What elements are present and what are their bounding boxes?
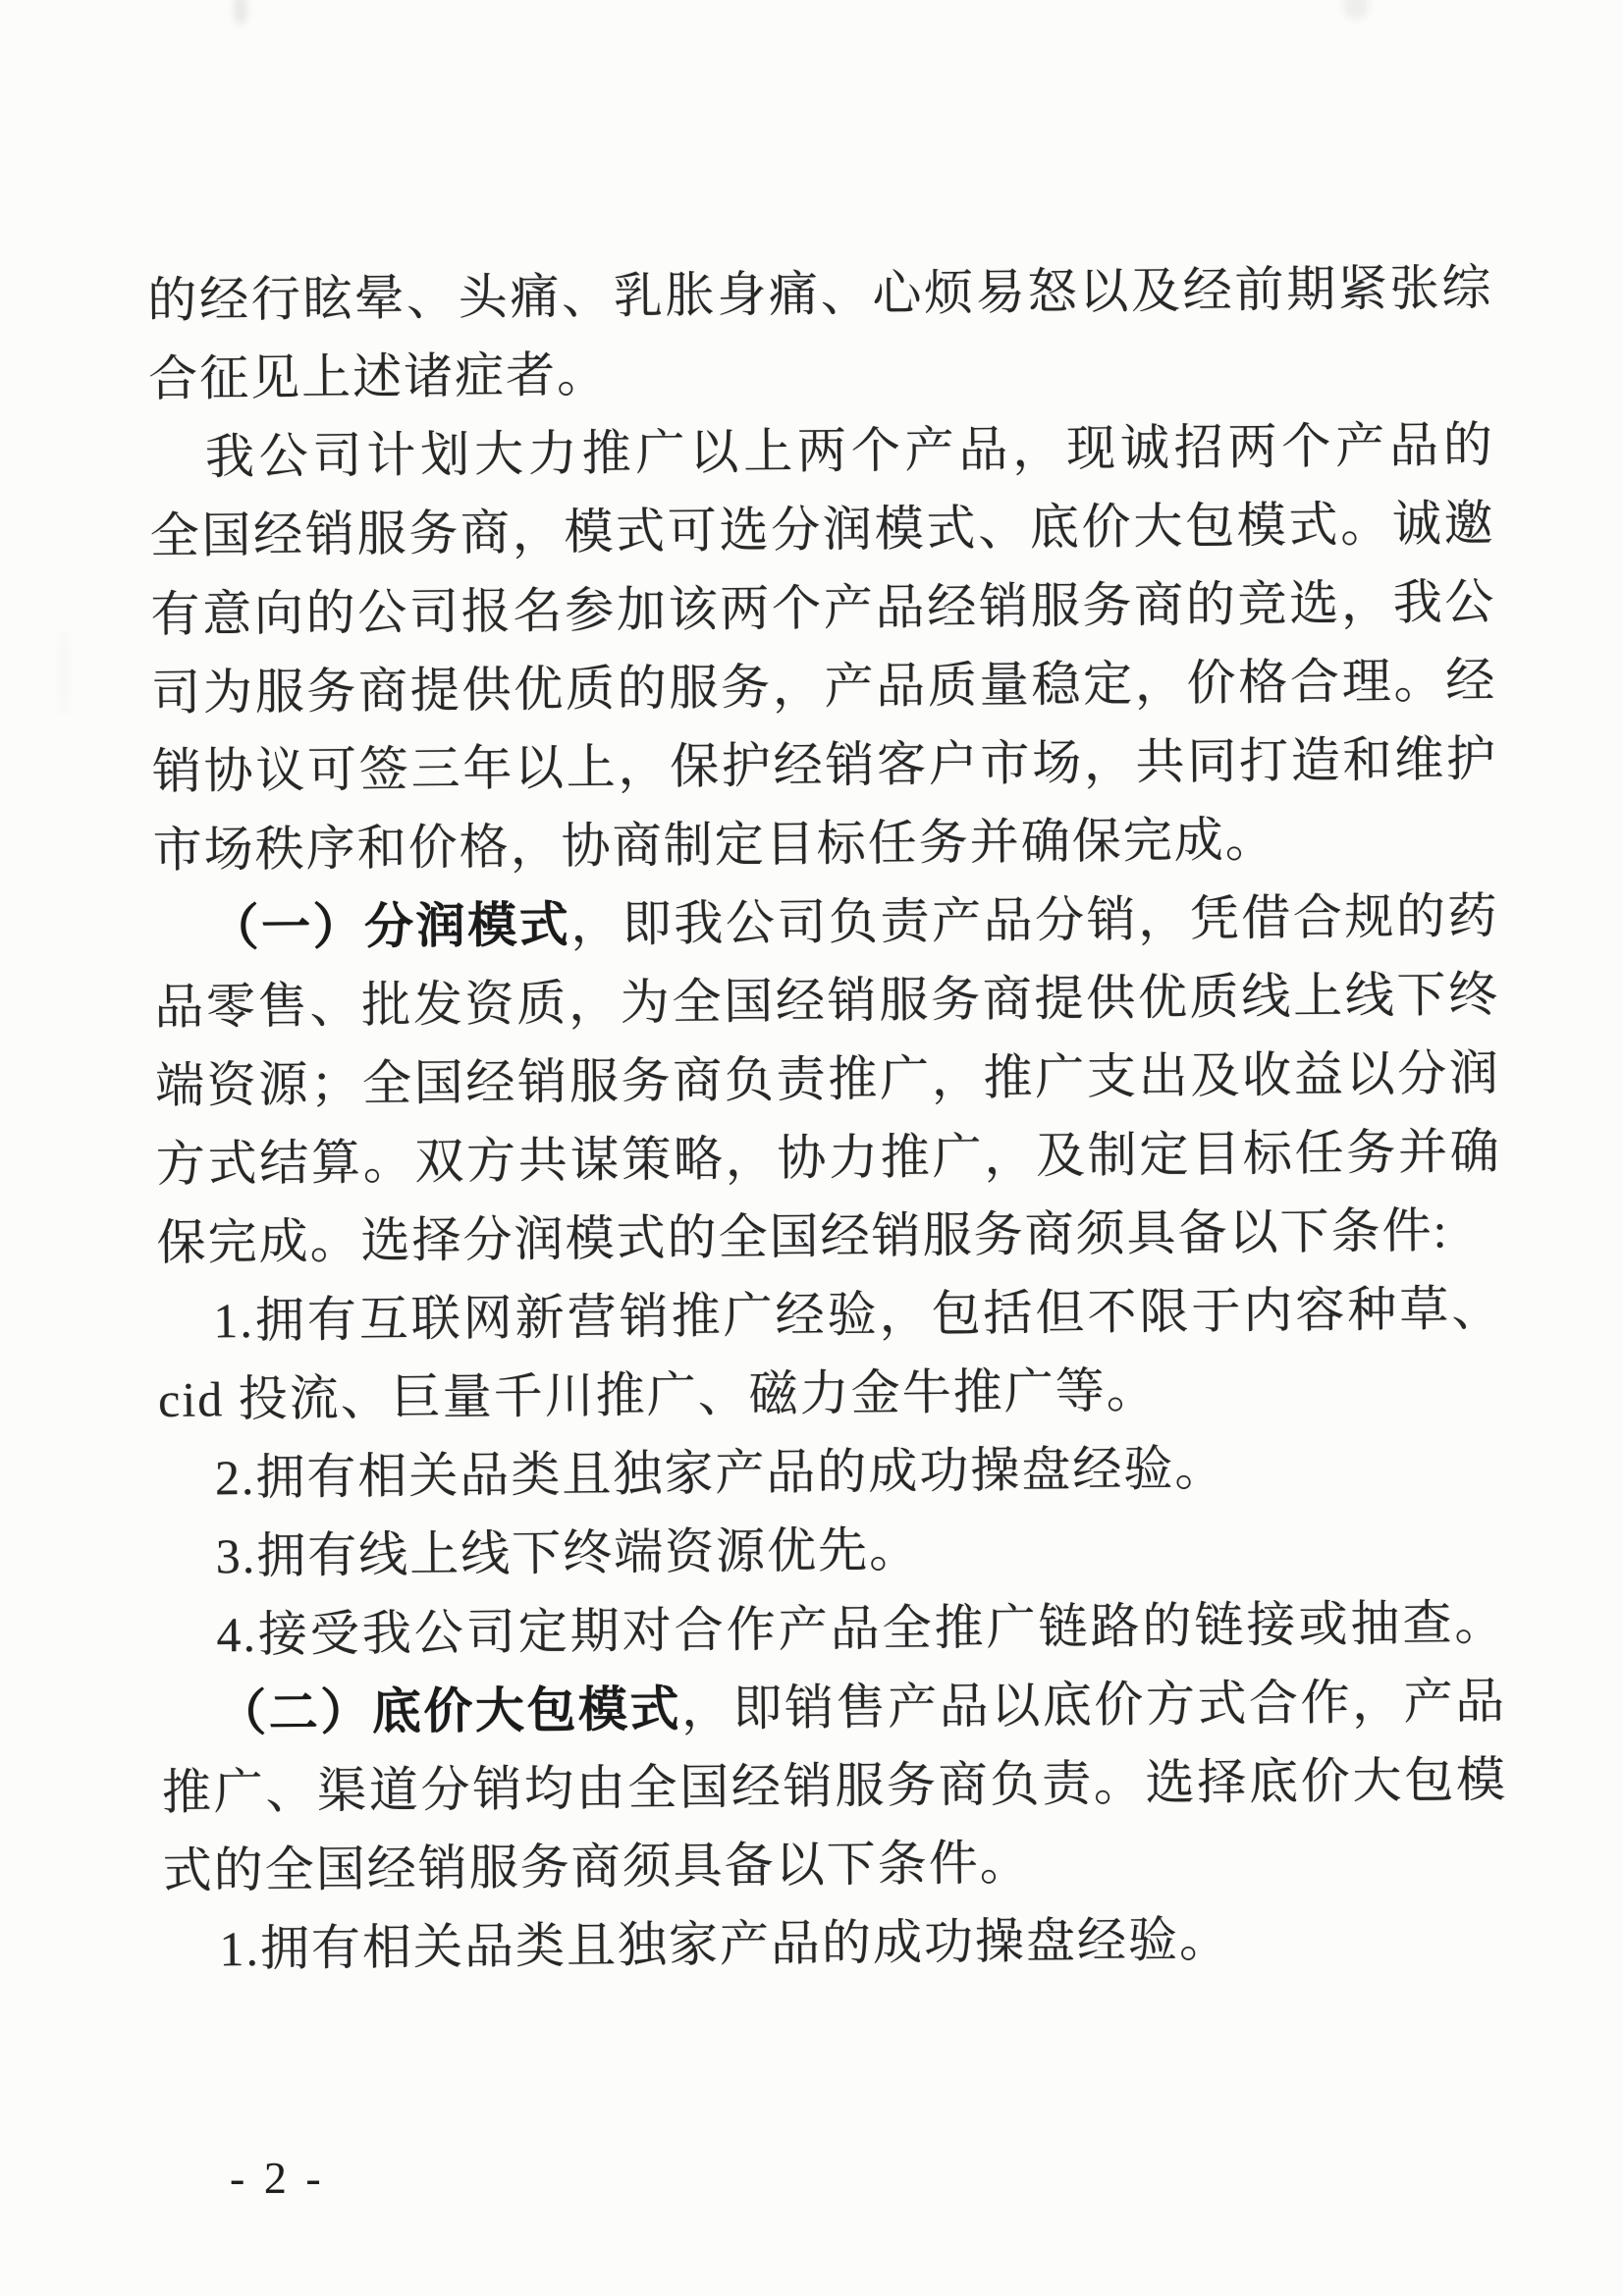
text-run: 保完成。选择分润模式的全国经销服务商须具备以下条件: [156, 1202, 1449, 1270]
text-line [155, 1034, 1501, 1125]
text-run: 销协议可签三年以上，保护经销客户市场，共同打造和维护 [151, 730, 1498, 799]
text-line [159, 1505, 1505, 1596]
text-run: ，即销售产品以底价方式合作，产品 [680, 1673, 1507, 1736]
text-line [148, 327, 1494, 418]
text-run: 2.拥有相关品类且独家产品的成功操盘经验。 [214, 1440, 1226, 1506]
text-run: 3.拥有线上线下终端资源优先。 [215, 1522, 921, 1584]
text-line [155, 1112, 1501, 1203]
text-run: 有意向的公司报名参加该两个产品经销服务商的竞选，我公 [150, 573, 1496, 642]
text-run: 端资源；全国经销服务商负责推广，推广支出及收益以分润 [154, 1044, 1501, 1113]
text-line [163, 1897, 1509, 1989]
text-line [149, 484, 1495, 575]
text-run: 品零售、批发资质，为全国经销服务商提供优质线上线下终 [154, 966, 1500, 1035]
text-run: 司为服务商提供优质的服务，产品质量稳定，价格合理。经 [150, 652, 1497, 721]
text-line [157, 1269, 1503, 1361]
text-line [162, 1740, 1508, 1832]
text-run: 1.拥有相关品类且独家产品的成功操盘经验。 [219, 1911, 1231, 1977]
scan-artifact [234, 0, 247, 26]
document-body [147, 248, 1509, 1989]
scan-artifact [59, 628, 69, 717]
text-line [158, 1348, 1504, 1439]
text-line [150, 562, 1496, 654]
text-line [149, 405, 1495, 497]
text-run: ，即我公司负责产品分销，凭借合规的药 [570, 887, 1499, 952]
bold-text-run: （二）底价大包模式 [216, 1681, 682, 1741]
page-number: - 2 - [230, 2153, 325, 2203]
text-line [160, 1583, 1506, 1675]
text-run: 合征见上述诸症者。 [147, 347, 609, 406]
text-line [159, 1426, 1505, 1518]
text-run: cid 投流、巨量千川推广、磁力金牛推广等。 [157, 1362, 1158, 1427]
text-run: 1.拥有互联网新营销推广经验，包括但不限于内容种草、 [213, 1280, 1503, 1349]
text-run: 的经行眩晕、头痛、乳胀身痛、心烦易怒以及经前期紧张综 [147, 259, 1493, 328]
text-run: 我公司计划大力推广以上两个产品，现诚招两个产品的 [204, 416, 1495, 485]
bold-text-run: （一）分润模式 [209, 896, 571, 956]
text-run: 方式结算。双方共谋策略，协力推广，及制定目标任务并确 [155, 1123, 1502, 1192]
text-run: 市场秩序和价格，协商制定目标任务并确保完成。 [152, 811, 1276, 878]
text-line [151, 641, 1497, 732]
text-line [152, 720, 1498, 811]
text-line [154, 955, 1500, 1046]
text-line [147, 248, 1493, 340]
text-line [152, 798, 1498, 889]
text-run: 4.接受我公司定期对合作产品全推广链路的链接或抽查。 [216, 1594, 1506, 1663]
text-line [153, 877, 1499, 968]
text-run: 推广、渠道分销均由全国经销服务商负责。选择底价大包模 [161, 1751, 1508, 1820]
text-line [162, 1819, 1508, 1910]
text-line [156, 1191, 1502, 1282]
text-line [161, 1662, 1507, 1753]
scan-artifact [1343, 0, 1369, 20]
text-run: 全国经销服务商，模式可选分润模式、底价大包模式。诚邀 [149, 495, 1495, 563]
text-run: 式的全国经销服务商须具备以下条件。 [162, 1835, 1031, 1898]
